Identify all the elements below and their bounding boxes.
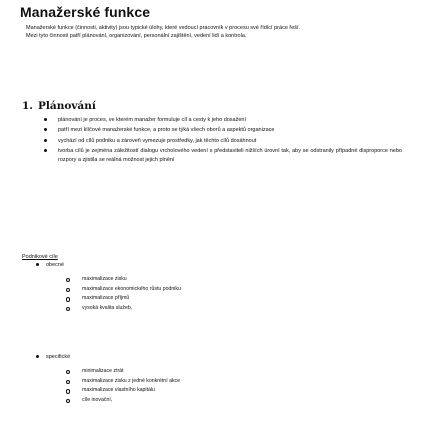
circle-bullet-icon	[66, 399, 70, 403]
list-item-text: maximalizace ekonomického růstu podniku	[82, 285, 181, 292]
bullet-icon	[44, 128, 47, 131]
bullet-icon	[44, 118, 47, 121]
document-title: Manažerské funkce	[20, 4, 151, 20]
list-item-text: vychází od cílů podniku a zároveň vymezuje prostředky, jak těchto cílů dosáhnout	[58, 137, 257, 144]
circle-bullet-icon	[66, 370, 70, 374]
section-number: 1.	[22, 100, 33, 112]
bullet-icon	[36, 263, 39, 266]
planning-bullet-list	[38, 116, 402, 166]
bullet-icon	[44, 139, 47, 142]
list-item-text: patří mezi klíčové manažerské funkce, a proto se týká všech oborů a aspektů organizace	[58, 127, 275, 134]
bullet-icon	[36, 355, 39, 358]
goals-sublist	[64, 275, 181, 313]
circle-bullet-icon	[66, 307, 70, 311]
list-item	[38, 147, 402, 164]
intro-paragraph: Manažerské funkce (činnosti, aktivity) jsou typické úlohy, které vedoucí pracovník v procesu své řídící práce řeší.	[26, 25, 301, 31]
list-item	[64, 386, 180, 396]
list-item	[64, 275, 181, 285]
circle-bullet-icon	[66, 389, 70, 393]
section-title: Plánování	[38, 100, 96, 112]
list-item-text: tvorba cílů je zejména záležitostí dialogu vrcholového vedení s představiteli nižších úrovní tak, aby se odstranily případné disproporce nebo rozpory a zjistila se reálná možnost jejich plnění	[58, 148, 402, 163]
goals-group	[36, 262, 64, 268]
list-item-text: plánování je proces, ve kterém manažer formuluje cíl a cesty k jeho dosažení	[58, 117, 247, 123]
section-heading	[22, 100, 96, 112]
list-item	[64, 396, 180, 406]
list-item-text: minimalizace ztrát	[82, 368, 124, 374]
list-item	[64, 304, 181, 314]
goals-sublist	[64, 367, 180, 405]
intro-text	[26, 24, 412, 41]
list-item	[64, 377, 180, 387]
bullet-icon	[44, 149, 47, 152]
goals-heading: Podnikové cíle	[22, 254, 58, 260]
list-item	[64, 367, 180, 377]
goals-group	[36, 354, 70, 360]
intro-paragraph: Mezi tyto činnosti patří plánování, organizování, personální zajištění, vedení lidí a kontrola.	[26, 33, 247, 40]
circle-bullet-icon	[66, 288, 70, 292]
list-item	[38, 137, 402, 145]
list-item	[38, 116, 402, 124]
circle-bullet-icon	[66, 297, 70, 301]
goals-group-label: obecné	[46, 262, 65, 268]
circle-bullet-icon	[66, 278, 70, 282]
list-item-text: vysoká kvalita služeb,	[82, 304, 133, 311]
list-item-text: maximalizace příjmů	[82, 295, 130, 302]
list-item-text: maximalizace zisku	[82, 276, 127, 282]
list-item	[38, 126, 402, 134]
list-item-text: cíle inovační,	[82, 396, 113, 403]
list-item-text: maximalizace zisku z jedné konkrétní akce	[82, 377, 181, 384]
list-item	[64, 294, 181, 304]
goals-group-label: specifické	[46, 354, 71, 360]
list-item	[64, 285, 181, 295]
circle-bullet-icon	[66, 380, 70, 384]
list-item-text: maximalizace vlastního kapitálu	[82, 387, 155, 394]
